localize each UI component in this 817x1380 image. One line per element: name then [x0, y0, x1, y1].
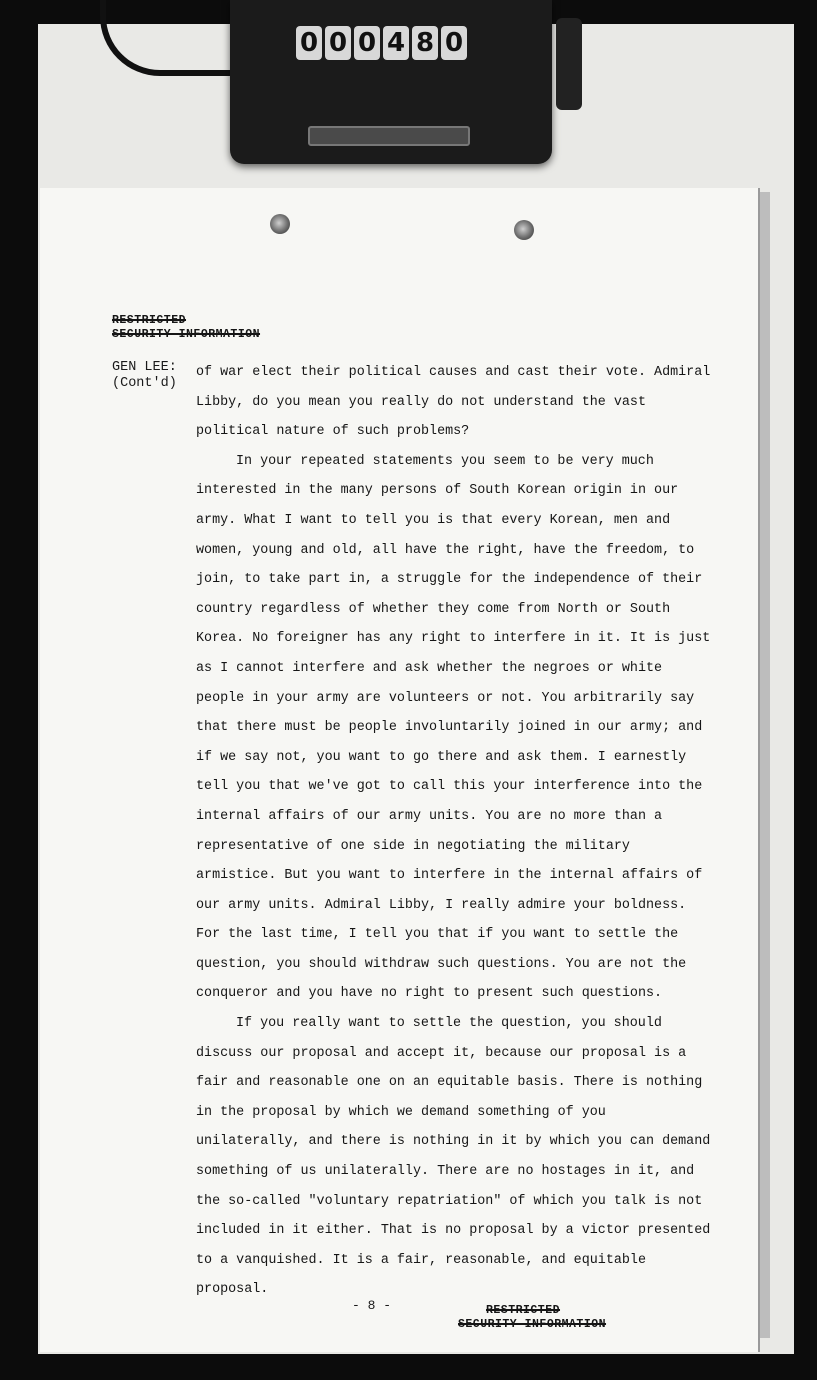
paragraph: In your repeated statements you seem to be very much interested in the many persons of South Korean origin in our army. What I want to tell you is that every Korean, men and women, young and old, all have the right, have the freedom, to join, to take part in, a struggle for the independence of their country regardless of whether they come from North or South Korea. No foreigner has any right to interfere in it. It is just as I cannot interfere and ask whether the negroes or white people in your army are volunteers or not. You arbitrarily say that there must be people involuntarily joined in our army; and if we say not, you want to go there and ask them. I earnestly tell you that we've got to call this your interference into the internal affairs of our army units. You are no more than a representative of one side in negotiating the military armistice. But you want to interfere in the internal affairs of our army units. Admiral Libby, I really admire your boldness. For the last time, I tell you that if you want to settle the question, you should withdraw such questions. You are not the conqueror and you have no right to present such questions. — [196, 453, 711, 1002]
stamp-restricted: RESTRICTED — [486, 1304, 561, 1317]
header-security-stamp — [112, 314, 260, 342]
counter-knob — [556, 18, 582, 110]
transcript-body — [196, 358, 712, 1305]
counter-slot — [308, 126, 470, 146]
speaker-name: GEN LEE: — [112, 360, 177, 375]
counter-digit: 0 — [296, 26, 322, 60]
counter-digit: 0 — [325, 26, 351, 60]
paragraph: If you really want to settle the question, you should discuss our proposal and accept it, because our proposal is a fair and reasonable one on an equitable basis. There is nothing in the proposal by which we demand something of you unilaterally, and there is nothing in it by which you can demand something of us unilaterally. There are no hostages in it, and the so-called "voluntary repatriation" of which you talk is not included in it either. That is no proposal by a victor presented to a vanquished. It is a fair, reasonable, and equitable proposal. — [196, 1016, 711, 1298]
counter-digit: 0 — [354, 26, 380, 60]
counter-digit: 8 — [412, 26, 438, 60]
punch-hole — [270, 214, 290, 234]
paragraph: of war elect their political causes and cast their vote. Admiral Libby, do you mean you really do not understand the vast political nature of such problems? — [196, 365, 711, 440]
counter-digit: 4 — [383, 26, 409, 60]
stamp-security-information: SECURITY INFORMATION — [112, 328, 261, 341]
counter-digit: 0 — [441, 26, 467, 60]
footer-security-stamp — [458, 1304, 606, 1332]
counter-digits — [296, 26, 467, 60]
stamp-restricted: RESTRICTED — [112, 314, 187, 327]
speaker-continued: (Cont'd) — [112, 376, 177, 391]
page-number: - 8 - — [352, 1298, 392, 1313]
stamp-security-information: SECURITY INFORMATION — [458, 1318, 607, 1331]
punch-hole — [514, 220, 534, 240]
speaker-label — [112, 360, 177, 392]
